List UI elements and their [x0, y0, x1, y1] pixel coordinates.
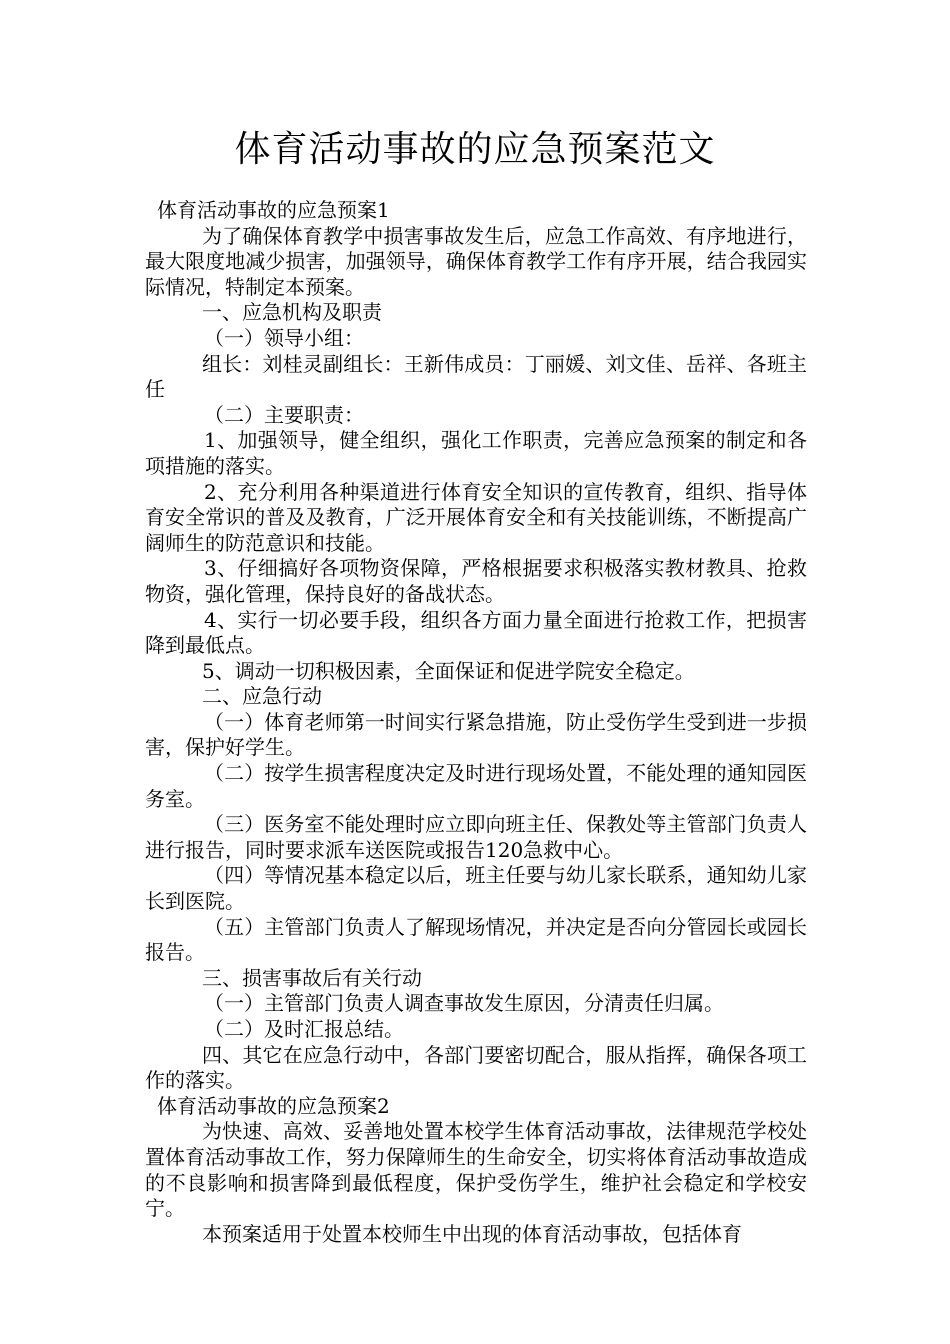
list-item-action-4: （四）等情况基本稳定以后，班主任要与幼儿家长联系，通知幼儿家长到医院。	[145, 863, 807, 914]
heading-emergency-actions: 二、应急行动	[202, 684, 322, 709]
paragraph-group-members: 组长：刘桂灵副组长：王新伟成员：丁丽媛、刘文佳、岳祥、各班主任	[145, 351, 807, 402]
list-item-post-2: （二）及时汇报总结。	[204, 1017, 404, 1041]
document-body	[145, 198, 807, 1247]
list-item-action-5: （五）主管部门负责人了解现场情况，并决定是否向分管园长或园长报告。	[145, 914, 807, 965]
list-item-duty-5: 5、调动一切积极因素，全面保证和促进学院安全稳定。	[202, 658, 695, 683]
list-item-duty-1: 1、加强领导，健全组织，强化工作职责，完善应急预案的制定和各项措施的落实。	[145, 428, 807, 478]
heading-emergency-organization: 一、应急机构及职责	[202, 300, 382, 325]
paragraph-plan-2-scope: 本预案适用于处置本校师生中出现的体育活动事故，包括体育	[202, 1221, 742, 1246]
list-item-action-2: （二）按学生损害程度决定及时进行现场处置，不能处理的通知园医务室。	[145, 761, 807, 811]
subheading-leadership-group: （一）领导小组：	[204, 325, 364, 350]
list-item-duty-3: 3、仔细搞好各项物资保障，严格根据要求积极落实教材教具、抢救物资，强化管理，保持良好的备战状态。	[145, 556, 807, 606]
subheading-main-duties: （二）主要职责：	[204, 402, 364, 427]
list-item-action-1: （一）体育老师第一时间实行紧急措施，防止受伤学生受到进一步损害，保护好学生。	[145, 709, 807, 760]
heading-post-accident-actions: 三、损害事故后有关行动	[202, 965, 422, 990]
list-item-action-3: （三）医务室不能处理时应立即向班主任、保教处等主管部门负责人进行报告，同时要求派车送医院或报告120急救中心。	[145, 812, 807, 862]
paragraph-intro: 为了确保体育教学中损害事故发生后，应急工作高效、有序地进行，最大限度地减少损害，加强领导，确保体育教学工作有序开展，结合我园实际情况，特制定本预案。	[145, 223, 807, 299]
list-item-post-1: （一）主管部门负责人调查事故发生原因，分清责任归属。	[204, 991, 724, 1016]
list-item-duty-2: 2、充分利用各种渠道进行体育安全知识的宣传教育，组织、指导体育安全常识的普及及教育，广泛开展体育安全和有关技能训练，不断提高广阔师生的防范意识和技能。	[145, 479, 807, 555]
paragraph-other-actions: 四、其它在应急行动中，各部门要密切配合，服从指挥，确保各项工作的落实。	[145, 1042, 807, 1093]
section-heading-plan-2: 体育活动事故的应急预案2	[157, 1093, 390, 1118]
document-title: 体育活动事故的应急预案范文	[234, 129, 716, 170]
section-heading-plan-1: 体育活动事故的应急预案1	[157, 198, 390, 222]
list-item-duty-4: 4、实行一切必要手段，组织各方面力量全面进行抢救工作，把损害降到最低点。	[145, 607, 807, 658]
paragraph-plan-2-purpose: 为快速、高效、妥善地处置本校学生体育活动事故，法律规范学校处置体育活动事故工作，努力保障师生的生命安全，切实将体育活动事故造成的不良影响和损害降到最低程度，保护受伤学生，维护社会稳定和学校安宁。	[145, 1119, 807, 1221]
